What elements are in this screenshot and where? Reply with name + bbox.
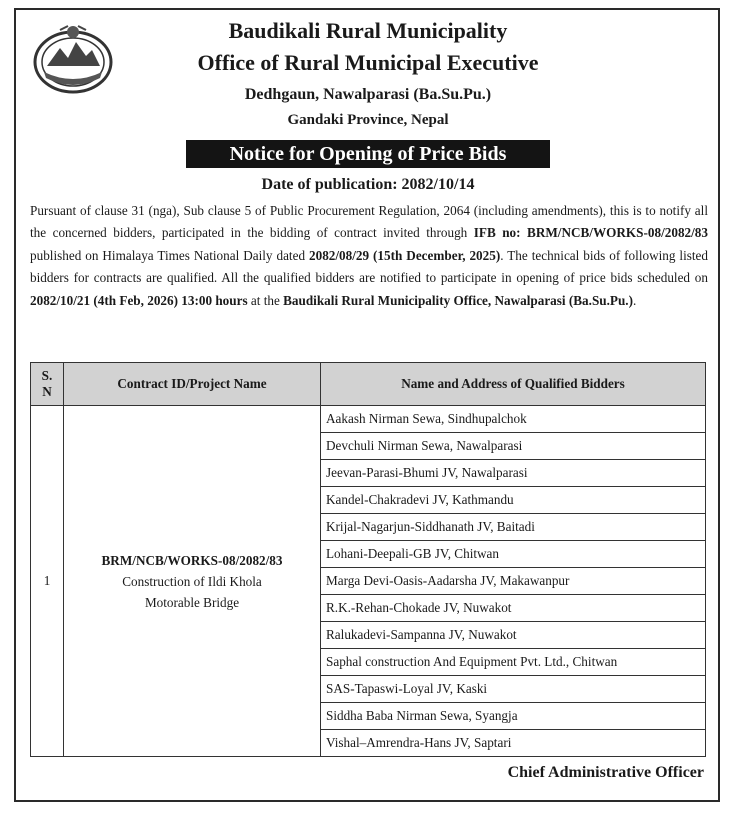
signatory-title: Chief Administrative Officer — [507, 764, 704, 781]
bidder-cell: Saphal construction And Equipment Pvt. Ltd., Chitwan — [321, 649, 706, 676]
header-contract: Contract ID/Project Name — [64, 363, 321, 406]
bidder-cell: Kandel-Chakradevi JV, Kathmandu — [321, 487, 706, 514]
publication-reference-date: 2082/08/29 (15th December, 2025) — [309, 247, 501, 263]
opening-schedule: 2082/10/21 (4th Feb, 2026) 13:00 hours — [30, 292, 248, 308]
bidder-cell: Ralukadevi-Sampanna JV, Nuwakot — [321, 622, 706, 649]
notice-body — [30, 200, 708, 312]
serial-number: 1 — [31, 406, 64, 757]
bidder-cell: Aakash Nirman Sewa, Sindhupalchok — [321, 406, 706, 433]
office-address: Dedhgaun, Nawalparasi (Ba.Su.Pu.) — [244, 86, 492, 103]
body-text: . The technical bids of following listed bidders for contracts are qualified. All the qualified bidders are notified to participate in opening of price bids scheduled on — [30, 247, 708, 286]
opening-venue: Baudikali Rural Municipality Office, Nawalparasi (Ba.Su.Pu.) — [283, 292, 633, 308]
bidder-cell: Vishal–Amrendra-Hans JV, Saptari — [321, 730, 706, 757]
bidder-cell: Lohani-Deepali-GB JV, Chitwan — [321, 541, 706, 568]
body-text: at the — [247, 292, 284, 308]
publication-date: Date of publication: 2082/10/14 — [261, 176, 475, 193]
bidder-cell: R.K.-Rehan-Chokade JV, Nuwakot — [321, 595, 706, 622]
province: Gandaki Province, Nepal — [287, 112, 449, 128]
office-name: Office of Rural Municipal Executive — [197, 50, 539, 75]
bidder-cell: Krijal-Nagarjun-Siddhanath JV, Baitadi — [321, 514, 706, 541]
table-header-row — [31, 363, 706, 406]
body-text: . — [633, 292, 637, 308]
bidder-cell: Devchuli Nirman Sewa, Nawalparasi — [321, 433, 706, 460]
contract-id: BRM/NCB/WORKS-08/2082/83 — [101, 552, 283, 568]
bidders-table — [30, 362, 706, 757]
body-text: published on Himalaya Times National Daily dated — [30, 247, 309, 263]
bidder-cell: Siddha Baba Nirman Sewa, Syangja — [321, 703, 706, 730]
body-text: Pursuant of clause 31 (nga), Sub clause 5 of Public Procurement Regulation, 2064 (including amendments), this is to notify all the concerned bidders, participated in the bidding of contract invited through — [30, 203, 708, 241]
header-sn: S. N — [31, 363, 64, 406]
bidder-cell: SAS-Tapaswi-Loyal JV, Kaski — [321, 676, 706, 703]
header-bidders: Name and Address of Qualified Bidders — [321, 363, 706, 406]
ifb-number: IFB no: BRM/NCB/WORKS-08/2082/83 — [473, 225, 708, 241]
municipality-name: Baudikali Rural Municipality — [228, 18, 508, 43]
bidder-cell: Jeevan-Parasi-Bhumi JV, Nawalparasi — [321, 460, 706, 487]
notice-title: Notice for Opening of Price Bids — [186, 140, 550, 168]
project-name: Construction of Ildi Khola Motorable Bridge — [122, 573, 262, 610]
contract-cell — [64, 406, 321, 757]
table-row — [31, 406, 706, 433]
bidder-cell: Marga Devi-Oasis-Aadarsha JV, Makawanpur — [321, 568, 706, 595]
